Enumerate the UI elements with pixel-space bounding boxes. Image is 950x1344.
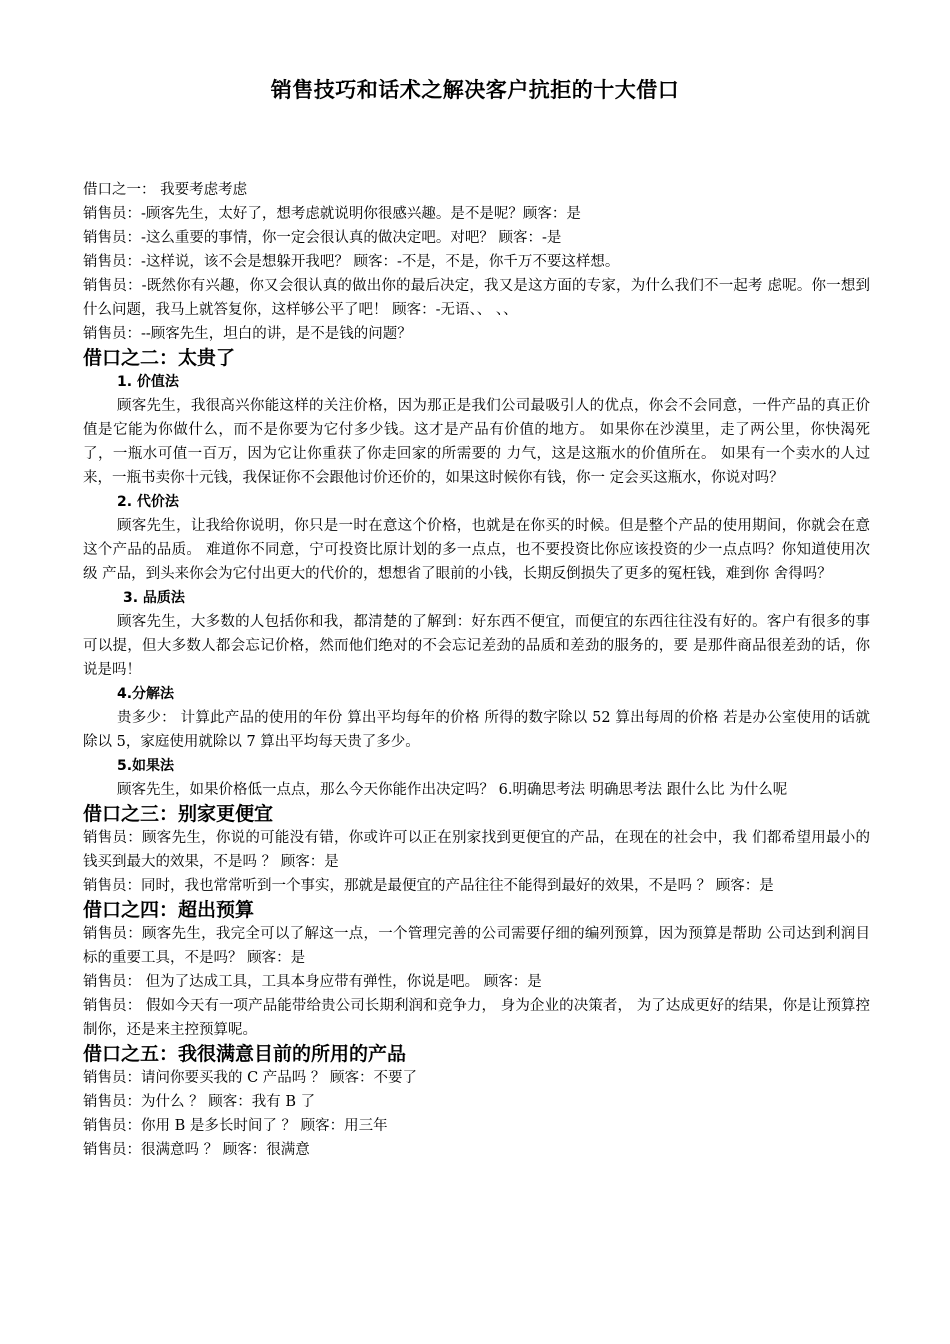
dialogue-line: 销售员：你用 B 是多长时间了 ？ 顾客：用三年 [83, 1118, 388, 1134]
method-text: 顾客先生，我很高兴你能这样的关注价格，因为那正是我们公司最吸引人的优点，你会不会同意，一件产品的真正价值是它能为你做什么，而不是你要为它付多少钱。这才是产品有价值的地方。 如果你在沙漠里，走了两公里，你快渴死了，一瓶水可值一百万，因为它让你重获了你走回家的所需要的 力气，这是这瓶水的价值所在。 如果有一个卖水的人过来，一瓶书卖你十元钱，我保证你不会跟他讨价还价的，如果这时候你有钱，你一 定会买这瓶水，你说对吗？ [83, 398, 870, 486]
excuse-4-section [83, 898, 870, 1042]
dialogue-line: 销售员：-顾客先生，太好了，想考虑就说明你很感兴趣。是不是呢？顾客：是 [83, 206, 581, 222]
method-text: 顾客先生，让我给你说明，你只是一时在意这个价格，也就是在你买的时候。但是整个产品的使用期间，你就会在意这个产品的品质。 难道你不同意，宁可投资比原计划的多一点点，也不要投资比你应该投资的少一点点吗？你知道使用次级 产品，到头来你会为它付出更大的代价的，想想省了眼前的小钱，长期反倒损失了更多的冤枉钱，难到你 舍得吗？ [83, 518, 870, 582]
document-title: 销售技巧和话术之解决客户抗拒的十大借口 [270, 78, 680, 102]
excuse-3-heading: 借口之三：别家更便宜 [83, 803, 274, 825]
excuse-2-section [83, 346, 870, 802]
method-label: 4.分解法 [117, 686, 175, 702]
excuse-2-heading: 借口之二：太贵了 [83, 347, 236, 369]
dialogue-line: 销售员： 但为了达成工具，工具本身应带有弹性，你说是吧。 顾客：是 [83, 974, 542, 990]
dialogue-line: 销售员：-这么重要的事情，你一定会很认真的做决定吧。对吧？ 顾客：-是 [83, 230, 562, 246]
dialogue-line: 销售员：为什么 ？ 顾客：我有 B 了 [83, 1094, 316, 1110]
method-label: 5.如果法 [117, 758, 175, 774]
dialogue-line: 销售员：顾客先生，我完全可以了解这一点，一个管理完善的公司需要仔细的编列预算，因为预算是帮助 公司达到利润目标的重要工具，不是吗？ 顾客：是 [83, 926, 870, 966]
excuse-4-heading: 借口之四：超出预算 [83, 899, 255, 921]
method-label: 2. 代价法 [117, 494, 179, 510]
dialogue-line: 销售员： 假如今天有一项产品能带给贵公司长期利润和竞争力， 身为企业的决策者， 为了达成更好的结果，你是让预算控制你，还是来主控预算呢。 [83, 998, 870, 1038]
excuse-5-heading: 借口之五：我很满意目前的所用的产品 [83, 1043, 407, 1065]
dialogue-line: 销售员：顾客先生，你说的可能没有错，你或许可以正在别家找到更便宜的产品，在现在的社会中，我 们都希望用最小的钱买到最大的效果，不是吗 ？ 顾客：是 [83, 830, 870, 870]
excuse-1-section [83, 178, 870, 346]
method-label: 3. 品质法 [123, 590, 185, 606]
dialogue-line: 销售员：很满意吗 ？ 顾客：很满意 [83, 1142, 310, 1158]
document-body [83, 178, 870, 1162]
method-label: 1. 价值法 [117, 374, 179, 390]
dialogue-line: 销售员：-这样说，该不会是想躲开我吧？ 顾客：-不是，不是，你千万不要这样想。 [83, 254, 620, 270]
dialogue-line: 销售员：同时，我也常常听到一个事实，那就是最便宜的产品往往不能得到最好的效果，不是吗 ？ 顾客：是 [83, 878, 774, 894]
excuse-1-heading: 借口之一： 我要考虑考虑 [83, 182, 248, 198]
method-text: 顾客先生，如果价格低一点点，那么今天你能作出决定吗？ 6.明确思考法 明确思考法 跟什么比 为什么呢 [117, 782, 788, 798]
method-text: 顾客先生，大多数的人包括你和我，都清楚的了解到：好东西不便宜，而便宜的东西往往没有好的。客户有很多的事可以提，但大多数人都会忘记价格，然而他们绝对的不会忘记差劲的品质和差劲的服务的，要 是那件商品很差劲的话，你说是吗！ [83, 614, 870, 678]
dialogue-line: 销售员：请问你要买我的 C 产品吗 ？ 顾客：不要了 [83, 1070, 418, 1086]
dialogue-line: 销售员：--顾客先生，坦白的讲，是不是钱的问题？ [83, 326, 412, 342]
method-text: 贵多少： 计算此产品的使用的年份 算出平均每年的价格 所得的数字除以 52 算出每周的价格 若是办公室使用的话就除以 5，家庭使用就除以 7 算出平均每天贵了多少。 [83, 710, 870, 750]
dialogue-line: 销售员：-既然你有兴趣，你又会很认真的做出你的最后决定，我又是这方面的专家，为什么我们不一起考 虑呢。你一想到什么问题，我马上就答复你，这样够公平了吧！ 顾客：-无语、、 、、 [83, 278, 870, 318]
excuse-5-section [83, 1042, 870, 1162]
excuse-3-section [83, 802, 870, 898]
